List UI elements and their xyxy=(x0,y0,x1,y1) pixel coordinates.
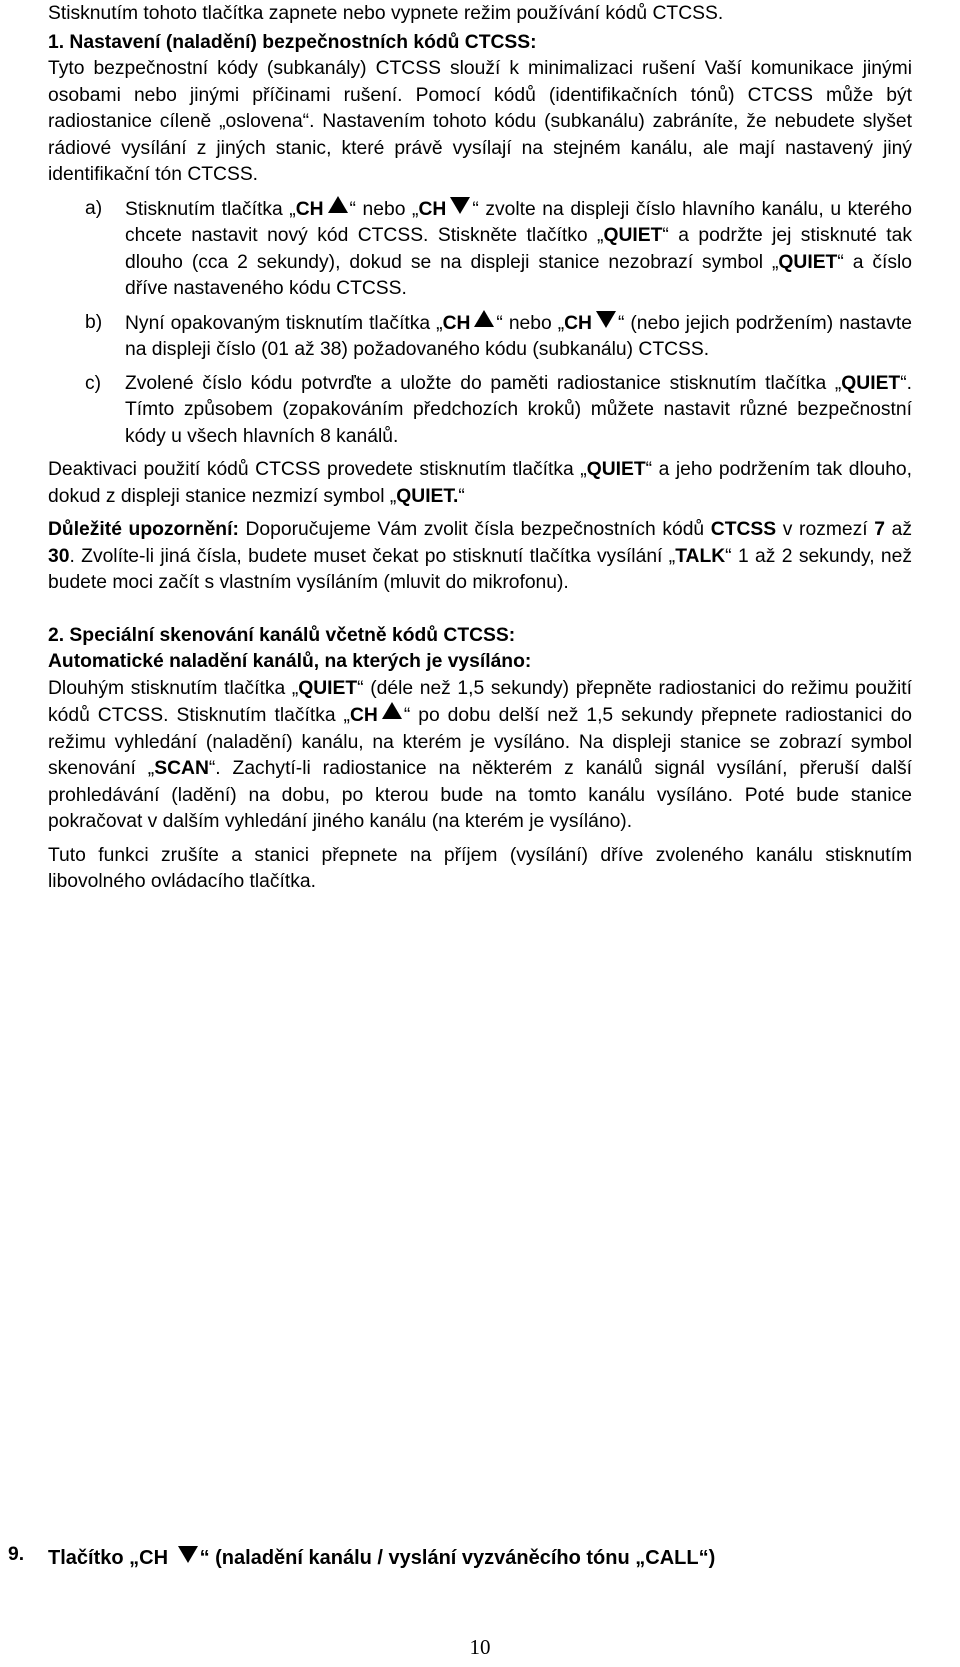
ctcss-steps-list xyxy=(48,196,912,451)
section-9-number: 9. xyxy=(8,1544,25,1565)
section-1-paragraph: Tyto bezpečnostní kódy (subkanály) CTCSS slouží k minimalizaci rušení Vaší komunikace jinými osobami nebo jinými příčinami rušení. Pomocí kódů (identifikačních tónů) CTCSS může být radiostanice cíleně „oslovena“. Nastavením tohoto kódu (subkanálu) zabráníte, že nebudete slyšet rádiové vysílání z jiných stanic, které právě vysílají na stejném kanálu, ale mají nastavený jiný identifikační tón CTCSS. xyxy=(48,58,912,185)
section-2-paragraph: Dlouhým stisknutím tlačítka „QUIET“ (déle než 1,5 sekundy) přepněte radiostanici do režimu použití kódů CTCSS. Stisknutím tlačítka „CH “ po dobu delší než 1,5 sekundy přepnete radiostanici do režimu vyhledání (naladění) kanálu, na kterém je vysíláno. Na displeji stanice se zobrazí symbol skenování „SCAN“. Zachytí-li radiostanice na některém z kanálů signál vysílání, přeruší další prohledávání (ladění) na dobu, po kterou bude na tomto kanálu vysíláno. Poté bude stanice pokračovat v dalším vyhledání jiného kanálu (na kterém je vysíláno). xyxy=(48,677,913,832)
deactivation-paragraph: Deaktivaci použití kódů CTCSS provedete stisknutím tlačítka „QUIET“ a jeho podržením tak dlouho, dokud z displeji stanice nezmizí symbol „QUIET.“ xyxy=(48,459,912,507)
section-2-heading: 2. Speciální skenování kanálů včetně kódů CTCSS: xyxy=(48,624,516,646)
warning-label: Důležité upozornění: xyxy=(48,519,239,540)
triangle-up-icon xyxy=(328,196,348,213)
document-body xyxy=(48,0,912,896)
list-label: c) xyxy=(85,372,102,394)
list-item: c) Zvolené číslo kódu potvrďte a uložte do paměti radiostanice stisknutím tlačítka „QUIET“. Tímto způsobem (zopakováním předchozích kroků) můžete nastavit různé bezpečnostní kódy u všech hlavních 8 kanálů. xyxy=(85,372,912,447)
triangle-up-icon xyxy=(382,702,402,719)
triangle-down-icon xyxy=(596,311,616,328)
section-2-subheading: Automatické naladění kanálů, na kterých je vysíláno: xyxy=(48,651,532,672)
warning-paragraph: Důležité upozornění: Doporučujeme Vám zvolit čísla bezpečnostních kódů CTCSS v rozmezí 7 až 30. Zvolíte-li jiná čísla, budete muset čekat po stisknutí tlačítka vysílání „TALK“ 1 až 2 sekundy, než budete moci začít s vlastním vysíláním (mluvit do mikrofonu). xyxy=(48,519,913,593)
list-item: a) Stisknutím tlačítka „CH “ nebo „CH “ zvolte na displeji číslo hlavního kanálu, u kterého chcete nastavit nový kód CTCSS. Stiskněte tlačítko „QUIET“ a podržte jej stisknuté tak dlouho (cca 2 sekundy), dokud se na displeji stanice nezobrazí symbol „QUIET“ a číslo dříve nastaveného kódu CTCSS. xyxy=(85,197,912,299)
page-number: 10 xyxy=(469,1635,491,1659)
triangle-down-icon xyxy=(450,197,470,214)
list-item: b) Nyní opakovaným tisknutím tlačítka „CH “ nebo „CH “ (nebo jejich podržením) nastavte na displeji číslo (01 až 38) požadovaného kódu (subkanálu) CTCSS. xyxy=(85,311,912,360)
list-label: a) xyxy=(85,197,103,219)
intro-text: Stisknutím tohoto tlačítka zapnete nebo vypnete režim používání kódů CTCSS. xyxy=(48,3,724,24)
list-label: b) xyxy=(85,311,103,333)
triangle-down-icon xyxy=(178,1546,198,1563)
section-2-cancel-paragraph: Tuto funkci zrušíte a stanici přepnete na příjem (vysílání) dříve zvoleného kanálu stisknutím libovolného ovládacího tlačítka. xyxy=(48,844,912,892)
section-1-heading: 1. Nastavení (naladění) bezpečnostních kódů CTCSS: xyxy=(48,31,537,53)
section-9-heading: Tlačítko „CH “ (naladění kanálu / vyslání vyzváněcího tónu „CALL“) xyxy=(48,1547,716,1569)
triangle-up-icon xyxy=(474,310,494,327)
